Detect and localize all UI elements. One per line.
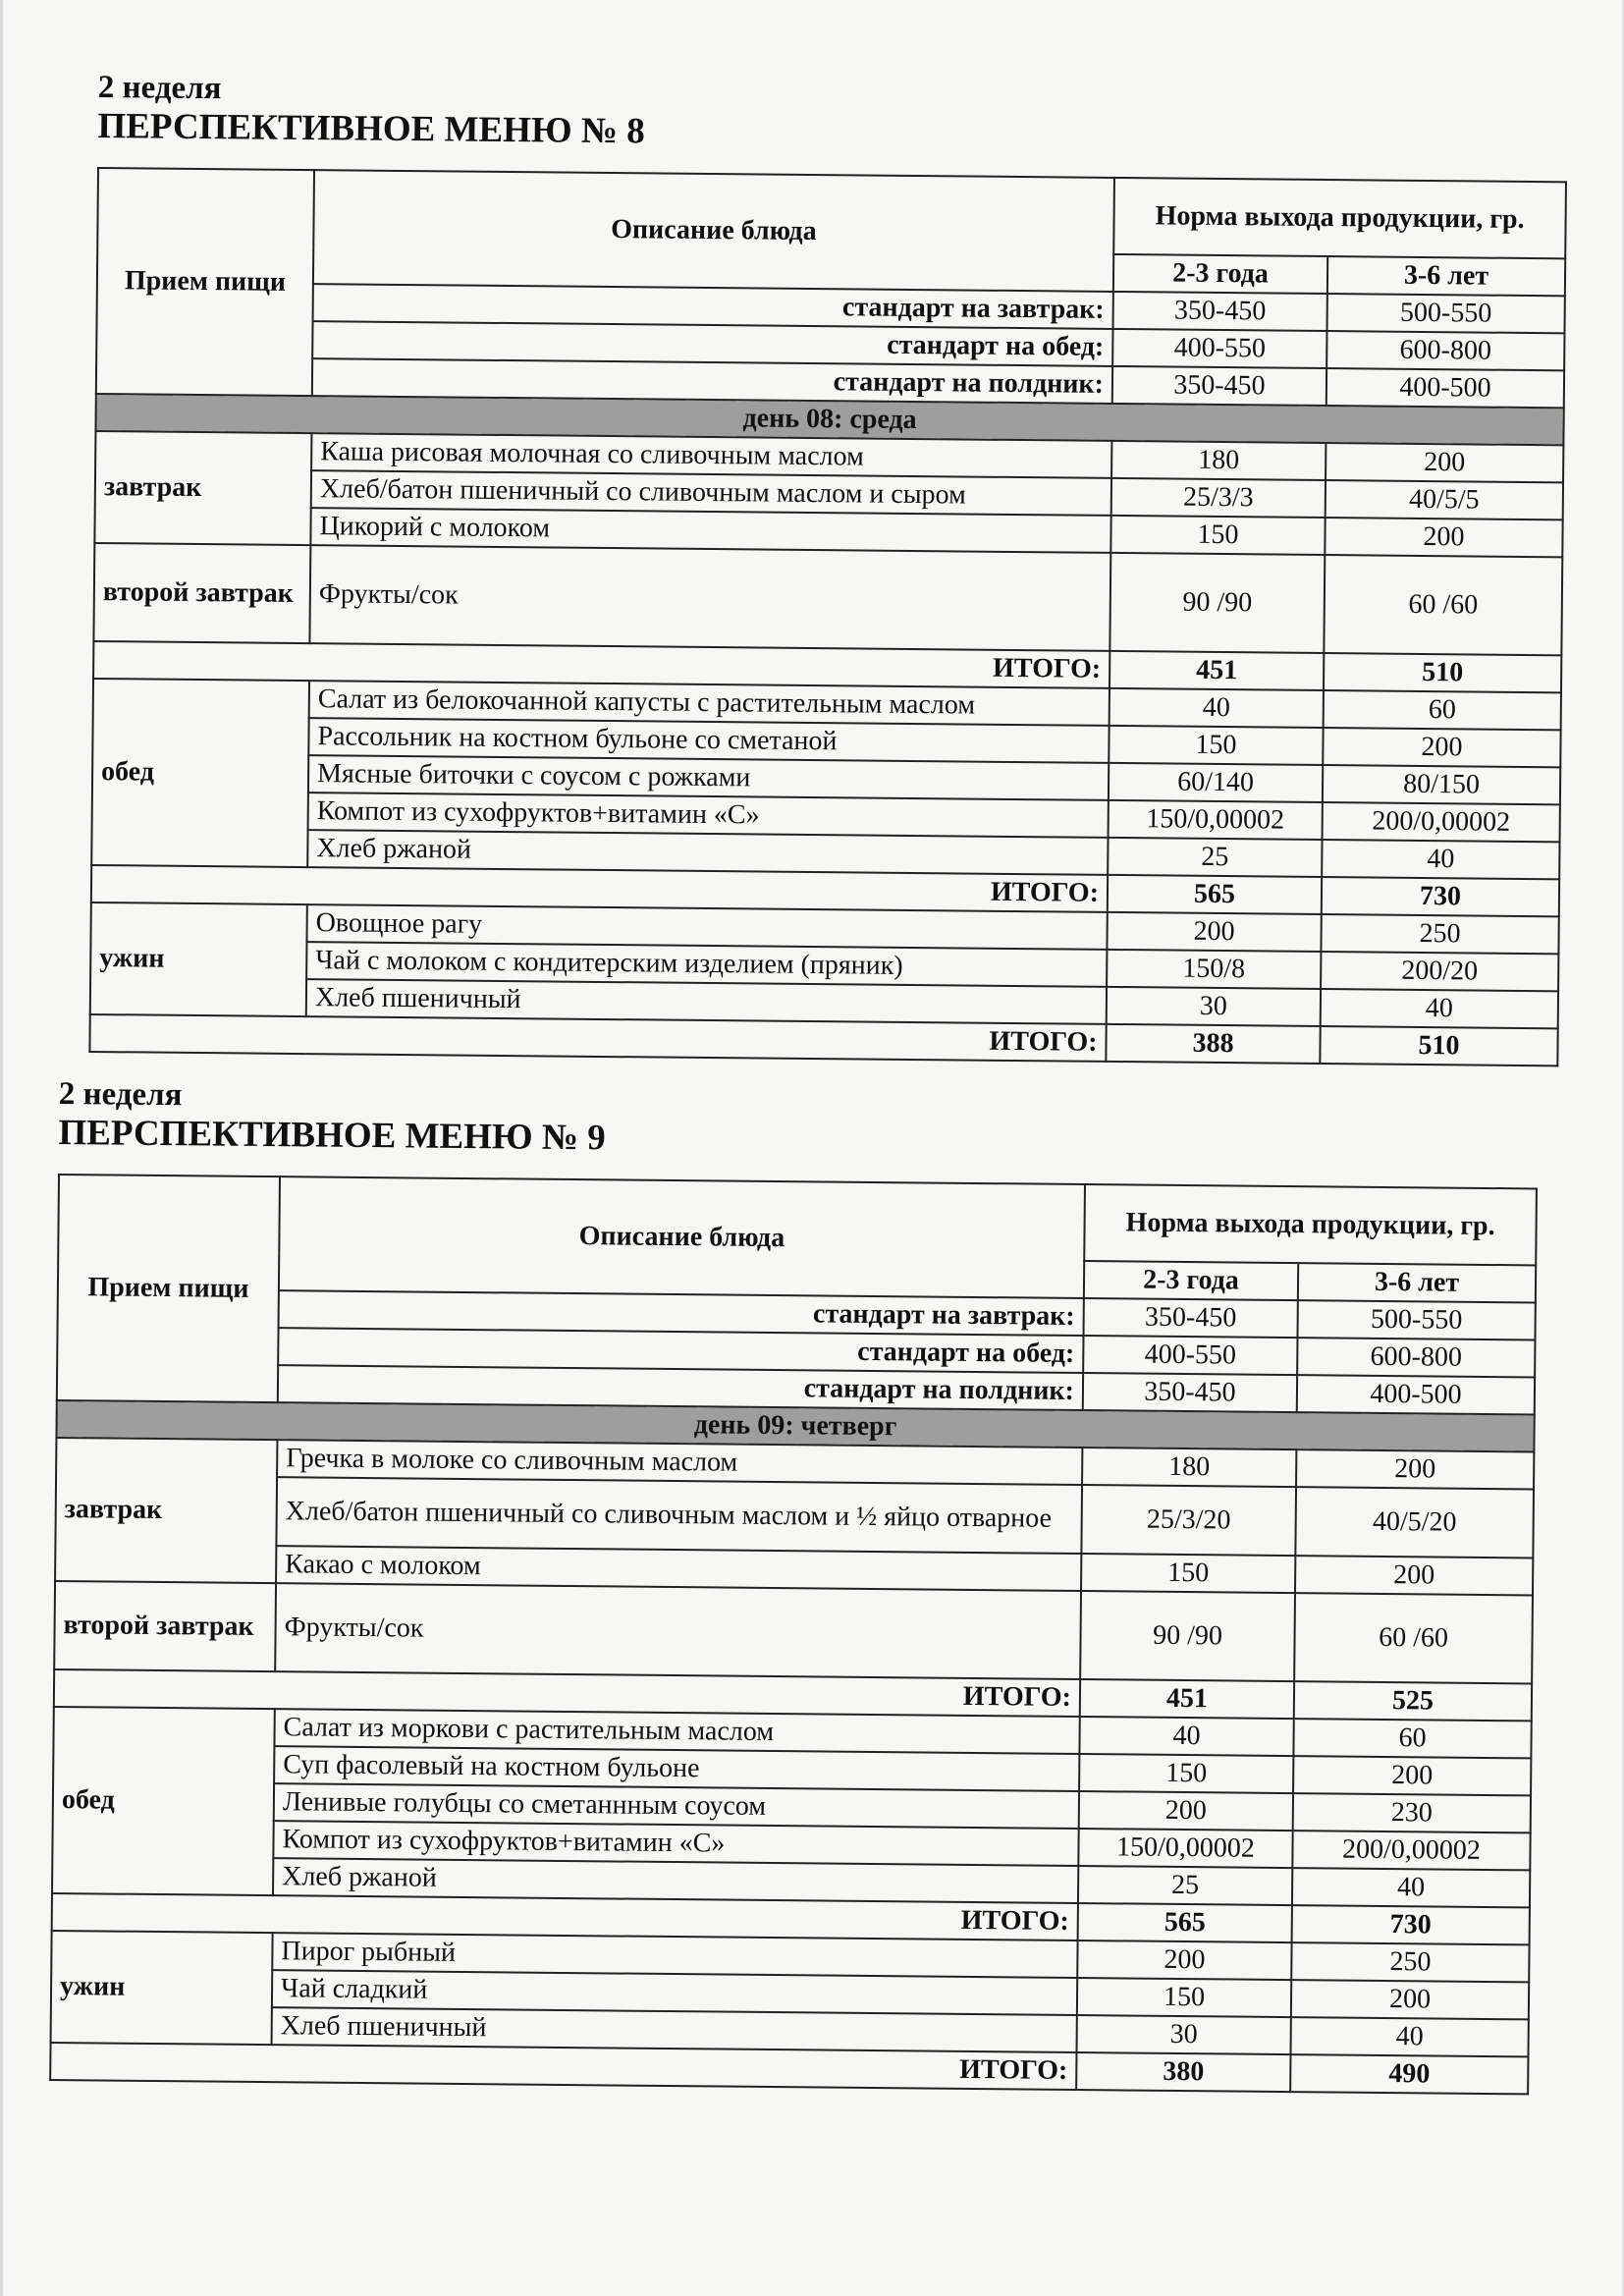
portion-value: 60/140 — [1109, 763, 1323, 802]
norm-column-header: Норма выхода продукции, гр. — [1084, 1184, 1537, 1265]
dish: Пирог рыбный — [272, 1933, 1077, 1978]
standard-value: 400-550 — [1083, 1336, 1297, 1375]
portion-value: 200/0,00002 — [1323, 802, 1560, 842]
standard-value: 500-550 — [1326, 294, 1564, 333]
meal-dinner: ужин — [90, 902, 307, 1016]
total-value: 565 — [1078, 1903, 1292, 1942]
day-label: день 09: четверг — [56, 1400, 1534, 1451]
portion-value: 40 — [1290, 2017, 1528, 2056]
total-label: ИТОГО: — [89, 1014, 1106, 1062]
portion-value: 200 — [1295, 1556, 1533, 1595]
week-label: 2 неделя — [97, 69, 222, 107]
total-value: 451 — [1110, 651, 1324, 690]
portion-value: 150 — [1109, 726, 1323, 765]
standard-value: 350-450 — [1083, 1373, 1297, 1412]
portion-value: 40 — [1321, 989, 1558, 1028]
total-value: 510 — [1320, 1026, 1557, 1066]
portion-value: 150/0,00002 — [1109, 800, 1323, 840]
portion-value: 40 — [1079, 1717, 1293, 1756]
dish: Компот из сухофруктов+витамин «С» — [308, 793, 1109, 838]
portion-value: 200 — [1323, 728, 1560, 767]
portion-value: 60 /60 — [1324, 555, 1562, 655]
dish: Каша рисовая молочная со сливочным маслом — [311, 433, 1111, 478]
dish: Суп фасолевый на костном бульоне — [274, 1746, 1079, 1791]
portion-value: 40/5/20 — [1295, 1487, 1534, 1558]
total-value: 510 — [1324, 653, 1561, 692]
meal-dinner: ужин — [51, 1931, 273, 2045]
total-label: ИТОГО: — [54, 1669, 1080, 1717]
meal-lunch: обед — [91, 679, 309, 867]
portion-value: 150 — [1110, 516, 1325, 555]
standard-value: 350-450 — [1113, 292, 1327, 331]
portion-value: 250 — [1291, 1942, 1529, 1982]
portion-value: 200/20 — [1321, 952, 1558, 991]
portion-value: 200/0,00002 — [1292, 1831, 1530, 1870]
portion-value: 90 /90 — [1080, 1591, 1295, 1681]
portion-value: 40 — [1292, 1868, 1530, 1907]
dish: Компот из сухофруктов+витамин «С» — [273, 1821, 1078, 1866]
standard-value: 350-450 — [1084, 1298, 1298, 1338]
standard-label: стандарт на завтрак: — [313, 284, 1113, 329]
total-value: 730 — [1322, 877, 1559, 916]
portion-value: 80/150 — [1323, 765, 1560, 804]
age-2-3-header: 2-3 года — [1113, 254, 1327, 294]
dish: Хлеб/батон пшеничный со сливочным маслом и ½ яйцо отварное — [276, 1477, 1082, 1554]
dish: Хлеб пшеничный — [272, 2007, 1077, 2052]
meal-breakfast: завтрак — [94, 431, 311, 545]
menu-table — [88, 167, 1567, 1066]
portion-value: 25 — [1108, 838, 1322, 877]
age-2-3-header: 2-3 года — [1084, 1261, 1298, 1300]
total-value: 730 — [1292, 1905, 1530, 1944]
portion-value: 200 — [1326, 443, 1563, 482]
week-label: 2 неделя — [58, 1076, 183, 1114]
portion-value: 200 — [1291, 1980, 1529, 2019]
dish: Гречка в молоке со сливочным маслом — [277, 1440, 1082, 1485]
portion-value: 25 — [1078, 1866, 1292, 1905]
dish: Хлеб/батон пшеничный со сливочным маслом и сыром — [311, 470, 1111, 516]
dish: Овощное рагу — [306, 904, 1107, 950]
menu-title: ПЕРСПЕКТИВНОЕ МЕНЮ № 9 — [58, 1112, 606, 1159]
day-label: день 08: среда — [95, 394, 1563, 445]
menu-9-block — [49, 1075, 1537, 2095]
menu-8-block — [88, 69, 1566, 1066]
norm-column-header: Норма выхода продукции, гр. — [1113, 178, 1566, 258]
dish: Фрукты/сок — [309, 545, 1110, 651]
dish: Рассольник на костном бульоне со сметаной — [308, 718, 1109, 763]
total-value: 388 — [1106, 1024, 1320, 1064]
total-value: 380 — [1076, 2052, 1290, 2092]
meal-breakfast: завтрак — [55, 1438, 277, 1583]
standard-value: 400-550 — [1112, 329, 1326, 368]
age-3-6-header: 3-6 лет — [1298, 1263, 1536, 1302]
meal-column-header: Прием пищи — [96, 168, 314, 396]
portion-value: 25/3/20 — [1081, 1485, 1296, 1556]
total-label: ИТОГО: — [50, 2043, 1076, 2090]
meal-second-breakfast: второй завтрак — [54, 1581, 276, 1671]
dish: Хлеб пшеничный — [306, 979, 1107, 1024]
standard-value: 600-800 — [1297, 1338, 1535, 1377]
dish: Хлеб ржаной — [273, 1858, 1078, 1903]
portion-value: 30 — [1076, 2015, 1290, 2054]
dish: Мясные биточки с соусом с рожками — [308, 755, 1109, 800]
standard-label: стандарт на полдник: — [278, 1365, 1083, 1410]
dish: Хлеб ржаной — [307, 830, 1108, 875]
portion-value: 200 — [1077, 1941, 1291, 1980]
portion-value: 40 — [1322, 840, 1559, 879]
menu-title: ПЕРСПЕКТИВНОЕ МЕНЮ № 8 — [97, 105, 645, 152]
portion-value: 150/8 — [1107, 950, 1321, 989]
portion-value: 60 /60 — [1294, 1593, 1533, 1683]
portion-value: 40/5/5 — [1326, 480, 1563, 519]
portion-value: 230 — [1293, 1793, 1531, 1832]
dish: Цикорий с молоком — [310, 508, 1110, 553]
meal-lunch: обед — [52, 1707, 275, 1895]
total-value: 451 — [1080, 1679, 1294, 1719]
dish: Салат из моркови с растительным маслом — [274, 1709, 1079, 1754]
portion-value: 150 — [1079, 1754, 1293, 1793]
description-column-header: Описание блюда — [313, 170, 1114, 292]
standard-value: 400-500 — [1326, 368, 1564, 408]
portion-value: 200 — [1107, 912, 1321, 952]
portion-value: 200 — [1293, 1756, 1531, 1795]
age-3-6-header: 3-6 лет — [1327, 256, 1565, 296]
standard-label: стандарт на полдник: — [312, 358, 1112, 404]
portion-value: 30 — [1107, 987, 1321, 1026]
standard-label: стандарт на обед: — [278, 1328, 1083, 1373]
portion-value: 200 — [1325, 518, 1562, 557]
dish: Фрукты/сок — [275, 1583, 1081, 1679]
portion-value: 90 /90 — [1110, 553, 1325, 653]
dish: Чай с молоком с кондитерским изделием (пряник) — [306, 942, 1107, 987]
portion-value: 60 — [1324, 690, 1561, 730]
standard-label: стандарт на обед: — [312, 321, 1112, 366]
total-label: ИТОГО: — [52, 1893, 1078, 1941]
standard-value: 400-500 — [1297, 1375, 1535, 1414]
portion-value: 250 — [1321, 914, 1558, 954]
portion-value: 150 — [1081, 1554, 1295, 1593]
total-label: ИТОГО: — [93, 641, 1110, 688]
dish: Ленивые голубцы со сметаннным соусом — [274, 1783, 1079, 1829]
portion-value: 25/3/3 — [1111, 478, 1326, 518]
standard-value: 350-450 — [1112, 366, 1326, 406]
portion-value: 150 — [1077, 1978, 1291, 2017]
dish: Салат из белокочанной капусты с растительным маслом — [309, 681, 1110, 726]
standard-value: 500-550 — [1297, 1300, 1535, 1339]
total-value: 490 — [1290, 2054, 1528, 2094]
meal-second-breakfast: второй завтрак — [93, 543, 310, 643]
meal-column-header: Прием пищи — [57, 1175, 280, 1402]
portion-value: 200 — [1296, 1449, 1534, 1489]
total-label: ИТОГО: — [91, 865, 1108, 912]
portion-value: 150/0,00002 — [1078, 1829, 1292, 1868]
portion-value: 180 — [1082, 1448, 1296, 1487]
portion-value: 40 — [1110, 688, 1324, 728]
total-value: 565 — [1108, 875, 1322, 914]
description-column-header: Описание блюда — [279, 1176, 1085, 1298]
standard-label: стандарт на завтрак: — [279, 1290, 1084, 1336]
total-value: 525 — [1294, 1681, 1532, 1721]
standard-value: 600-800 — [1326, 331, 1564, 370]
dish: Какао с молоком — [276, 1546, 1081, 1591]
portion-value: 200 — [1079, 1791, 1293, 1831]
menu-table — [49, 1174, 1538, 2095]
portion-value: 180 — [1111, 441, 1326, 480]
dish: Чай сладкий — [272, 1970, 1077, 2015]
portion-value: 60 — [1293, 1719, 1531, 1758]
